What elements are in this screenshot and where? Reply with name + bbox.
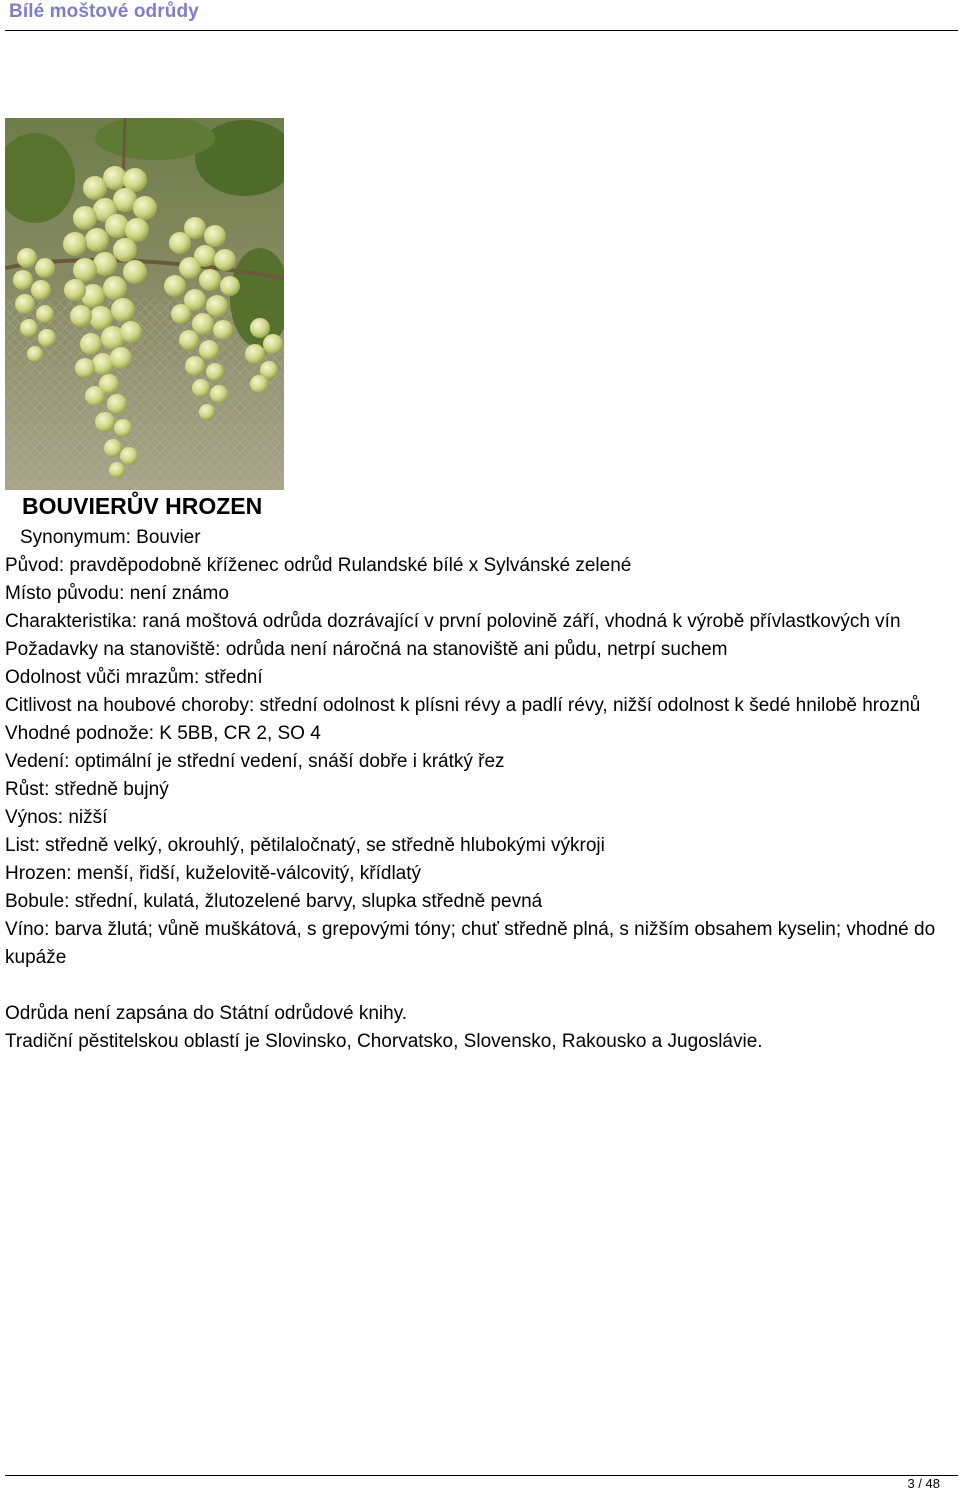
description-line: Charakteristika: raná moštová odrůda dozrávající v první polovině září, vhodná k výrobě přívlastkových vín: [5, 611, 901, 632]
description-line: Původ: pravděpodobně kříženec odrůd Rulandské bílé x Sylvánské zelené: [5, 555, 632, 576]
description-line: Hrozen: menší, řidší, kuželovitě-válcovitý, křídlatý: [5, 863, 422, 884]
footer-divider: [5, 1475, 958, 1476]
description-line: Víno: barva žlutá; vůně muškátová, s grepovými tóny; chuť středně plná, s nižším obsahem kyselin; vhodné do kupáže: [5, 919, 936, 968]
variety-description: [5, 552, 955, 1056]
variety-name: BOUVIERŮV HROZEN: [22, 493, 263, 519]
description-line: Místo původu: není známo: [5, 583, 229, 604]
page-header-title: Bílé moštové odrůdy: [9, 1, 199, 22]
description-line: List: středně velký, okrouhlý, pětilaločnatý, se středně hlubokými výkroji: [5, 835, 605, 856]
note-line: Odrůda není zapsána do Státní odrůdové knihy.: [5, 1003, 408, 1024]
description-line: Vhodné podnože: K 5BB, CR 2, SO 4: [5, 723, 321, 744]
description-line: Požadavky na stanoviště: odrůda není náročná na stanoviště ani půdu, netrpí suchem: [5, 639, 728, 660]
description-line: Výnos: nižší: [5, 807, 108, 828]
header-divider: [5, 30, 958, 31]
note-line: Tradiční pěstitelskou oblastí je Slovinsko, Chorvatsko, Slovensko, Rakousko a Jugoslávie.: [5, 1031, 763, 1052]
description-line: Bobule: střední, kulatá, žlutozelené barvy, slupka středně pevná: [5, 891, 543, 912]
variety-synonym: Synonymum: Bouvier: [20, 527, 201, 548]
description-line: Vedení: optimální je střední vedení, snáší dobře i krátký řez: [5, 751, 505, 772]
description-line: Citlivost na houbové choroby: střední odolnost k plísni révy a padlí révy, nižší odolnost k šedé hnilobě hroznů: [5, 695, 921, 716]
description-line: Růst: středně bujný: [5, 779, 169, 800]
page-number: 3 / 48: [907, 1476, 940, 1491]
paragraph-gap: [5, 972, 955, 1000]
description-line: Odolnost vůči mrazům: střední: [5, 667, 263, 688]
grape-cluster-photo: [5, 118, 284, 490]
